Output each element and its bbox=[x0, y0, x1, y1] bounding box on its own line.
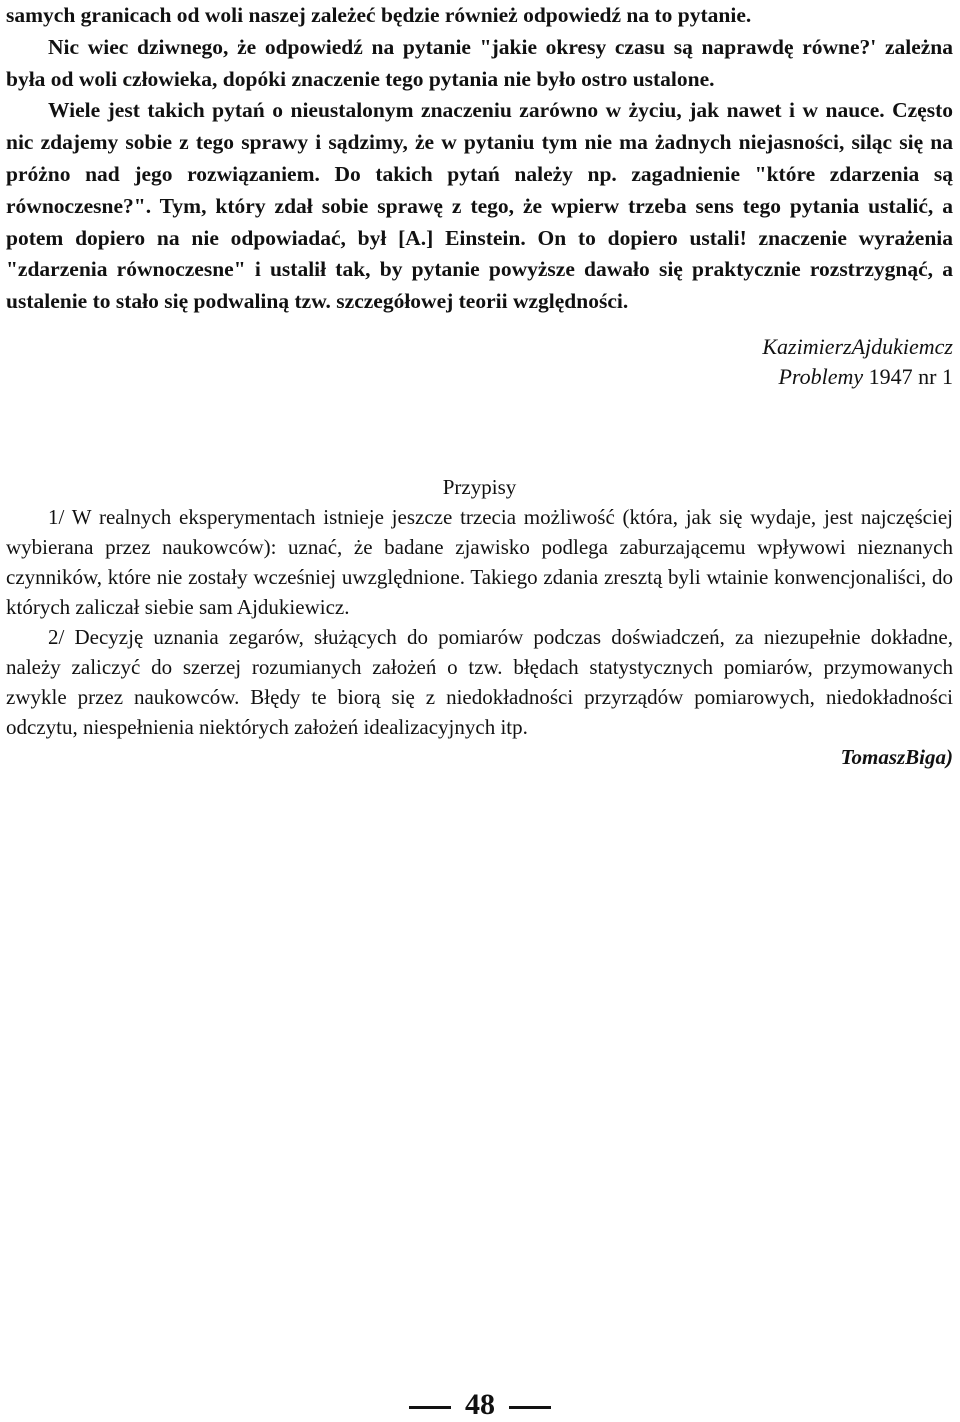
document-page bbox=[6, 0, 953, 772]
author-name: KazimierzAjdukiemcz bbox=[762, 333, 953, 359]
source-title: Problemy bbox=[778, 363, 864, 389]
article-signature bbox=[6, 332, 953, 392]
page-number-dash-right bbox=[509, 1406, 551, 1409]
paragraph-1: samych granicach od woli naszej zależeć będzie również odpowiedź na to pytanie. bbox=[6, 3, 752, 27]
source-citation bbox=[6, 362, 953, 392]
footnotes-signature: TomaszBiga) bbox=[840, 744, 953, 769]
paragraph-3: Wiele jest takich pytań o nieustalonym znaczeniu zarówno w życiu, jak nawet i w nauce. Często nic zdajemy sobie z tego sprawy i sądzimy, że w pytaniu tym nie ma żadnych niejasności, siląc się na próżno nad jego rozwiązaniem. Do takich pytań należy np. zagadnienie "które zdarzenia są równoczesne?". Tym, który zdał sobie sprawę z tego, że wpierw trzeba sens tego pytania ustalić, a potem dopiero na nie odpowiadać, był [A.] Einstein. On to dopiero ustali! znaczenie wyrażenia "zdarzenia równoczesne" i ustalił tak, by pytanie powyższe dawało się praktycznie rozstrzygnąć, a ustalenie to stało się podwaliną tzw. szczegółowej teorii względności. bbox=[6, 98, 953, 314]
footnote-2: 2/ Decyzję uznania zegarów, służących do pomiarów podczas doświadczeń, za niezupełnie dokładne, należy zaliczyć do szerzej rozumianych założeń o tzw. błędach statystycznych pomiarów, przymowanych zwykle przez naukowców. Błędy te biorą się z niedokładności przyrządów pomiarowych, niedokładności odczytu, niespełnienia niektórych założeń idealizacyjnych itp. bbox=[6, 624, 953, 739]
page-number-dash-left bbox=[409, 1406, 451, 1409]
source-issue: 1947 nr 1 bbox=[863, 363, 953, 389]
main-text bbox=[6, 0, 953, 318]
paragraph-2: Nic wiec dziwnego, że odpowiedź na pytanie "jakie okresy czasu są naprawdę równe?' zależna była od woli człowieka, dopóki znaczenie tego pytania nie było ostro ustalone. bbox=[6, 34, 953, 91]
page-number-value: 48 bbox=[465, 1388, 495, 1421]
page-number bbox=[0, 1388, 960, 1422]
footnotes-heading: Przypisy bbox=[442, 474, 517, 499]
footnote-1: 1/ W realnych eksperymentach istnieje jeszcze trzecia możliwość (która, jak się wydaje, jest najczęściej wybierana przez naukowców): uznać, że badane zjawisko podlega zaburzającemu wpływowi nieznanych czynników, które nie zostały wcześniej uwzględnione. Takiego zdania zresztą byli wtainie konwencjonaliści, do których zaliczał siebie sam Ajdukiewicz. bbox=[6, 504, 953, 619]
footnotes-section bbox=[6, 502, 953, 772]
